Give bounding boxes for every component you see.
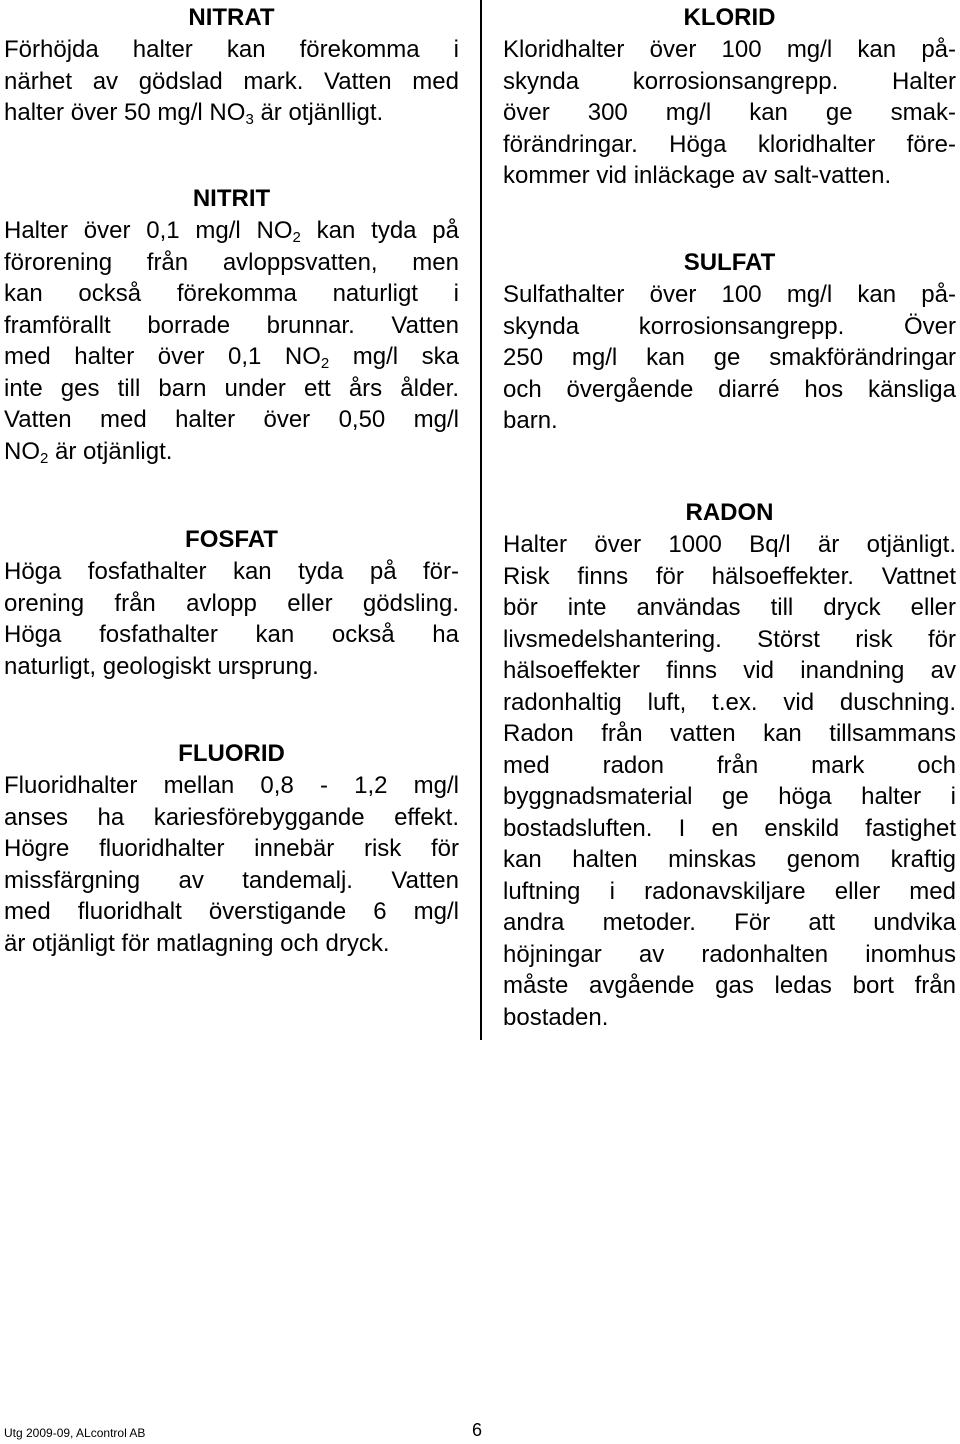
footer-edition: Utg 2009-09, ALcontrol AB <box>4 1426 146 1440</box>
section-heading: NITRAT <box>188 4 275 31</box>
text-line: barn. <box>503 407 558 434</box>
subscript: 2 <box>320 355 330 372</box>
text-line: Höga fosfathalter kan tyda på för- <box>4 558 459 585</box>
text-line <box>4 215 459 247</box>
subscript: 2 <box>292 229 301 246</box>
section-nitrat <box>4 2 459 129</box>
text-line: byggnadsmaterial ge höga halter i <box>503 783 956 810</box>
text-line: framförallt borrade brunnar. Vatten <box>4 311 459 339</box>
text-line: hälsoeffekter finns vid inandning av <box>503 657 956 684</box>
text-line: Högre fluoridhalter innebär risk för <box>4 835 459 862</box>
text-line: orening från avlopp eller gödsling. <box>4 589 459 617</box>
text-line <box>4 341 459 373</box>
text-fragment: NO <box>4 437 40 465</box>
text-line: livsmedelshantering. Störst risk för <box>503 625 956 653</box>
text-line: kommer vid inläckage av salt-vatten. <box>503 162 892 189</box>
text-fragment: är otjänlligt. <box>253 99 384 126</box>
text-line: inte ges till barn under ett års ålder. <box>4 374 459 402</box>
section-heading: RADON <box>685 499 774 526</box>
text-line: anses ha kariesförebyggande effekt. <box>4 803 459 831</box>
text-line: förorening från avloppsvatten, men <box>4 248 459 276</box>
text-line: Vatten med halter över 0,50 mg/l <box>4 406 459 433</box>
text-line: Risk finns för hälsoeffekter. Vattnet <box>503 562 956 590</box>
text-line: Radon från vatten kan tillsammans <box>503 720 956 747</box>
text-line <box>4 436 459 468</box>
page-number: 6 <box>472 1420 483 1440</box>
text-line: radonhaltig luft, t.ex. vid duschning. <box>503 688 956 716</box>
section-body <box>503 34 956 192</box>
text-line: missfärgning av tandemalj. Vatten <box>4 866 459 894</box>
section-heading: FOSFAT <box>185 526 278 553</box>
text-fragment: är otjänligt. <box>48 437 173 465</box>
text-line: Fluoridhalter mellan 0,8 - 1,2 mg/l <box>4 772 459 799</box>
text-line: med radon från mark och <box>503 751 956 779</box>
section-heading: FLUORID <box>178 740 285 767</box>
text-fragment: mg/l ska <box>329 343 459 370</box>
text-line: kan halten minskas genom kraftig <box>503 846 956 873</box>
subscript: 3 <box>245 111 254 128</box>
text-line: är otjänligt för matlagning och dryck. <box>4 929 390 957</box>
text-fragment: halter över 50 mg/l NO <box>4 99 246 126</box>
section-body <box>4 556 459 682</box>
section-heading: SULFAT <box>683 249 776 276</box>
text-line: över 300 mg/l kan ge smak- <box>503 99 956 126</box>
section-body <box>503 529 956 1033</box>
text-line: närhet av gödslad mark. Vatten med <box>4 67 459 95</box>
text-line: skynda korrosionsangrepp. Halter <box>503 67 956 95</box>
text-line: skynda korrosionsangrepp. Över <box>503 312 956 340</box>
section-heading: KLORID <box>683 4 776 31</box>
section-sulfat <box>503 247 956 437</box>
text-line: förändringar. Höga kloridhalter före- <box>503 130 956 158</box>
text-line: höjningar av radonhalten inomhus <box>503 940 956 968</box>
text-fragment: med halter över 0,1 NO <box>4 343 321 370</box>
text-line <box>4 97 459 129</box>
text-line: kan också förekomma naturligt i <box>4 280 459 307</box>
text-line: Kloridhalter över 100 mg/l kan på- <box>503 36 956 63</box>
section-body <box>4 34 459 129</box>
text-line: med fluoridhalt överstigande 6 mg/l <box>4 898 459 925</box>
section-klorid <box>503 2 956 192</box>
subscript: 2 <box>40 449 49 467</box>
section-fluorid <box>4 738 459 959</box>
text-line: Sulfathalter över 100 mg/l kan på- <box>503 281 956 308</box>
text-line: måste avgående gas ledas bort från <box>503 972 956 999</box>
section-body <box>503 279 956 437</box>
text-line: Förhöjda halter kan förekomma i <box>4 36 459 63</box>
column-divider <box>480 0 482 1040</box>
text-line: och övergående diarré hos känsliga <box>503 375 956 403</box>
text-line: luftning i radonavskiljare eller med <box>503 877 956 905</box>
text-line: bostadsluften. I en enskild fastighet <box>503 814 956 842</box>
section-heading: NITRIT <box>192 185 271 212</box>
text-line: bör inte användas till dryck eller <box>503 594 956 621</box>
text-line: Höga fosfathalter kan också ha <box>4 621 459 648</box>
text-line: naturligt, geologiskt ursprung. <box>4 652 319 680</box>
text-line: andra metoder. För att undvika <box>503 909 956 936</box>
text-line: bostaden. <box>503 1003 609 1031</box>
text-line: 250 mg/l kan ge smakförändringar <box>503 344 956 371</box>
text-fragment: kan tyda på <box>300 217 459 244</box>
section-fosfat <box>4 524 459 682</box>
text-line: Halter över 1000 Bq/l är otjänligt. <box>503 531 956 558</box>
section-body <box>4 215 459 467</box>
section-body <box>4 770 459 959</box>
section-radon <box>503 497 956 1033</box>
text-fragment: Halter över 0,1 mg/l NO <box>4 217 293 244</box>
section-nitrit <box>4 183 459 467</box>
